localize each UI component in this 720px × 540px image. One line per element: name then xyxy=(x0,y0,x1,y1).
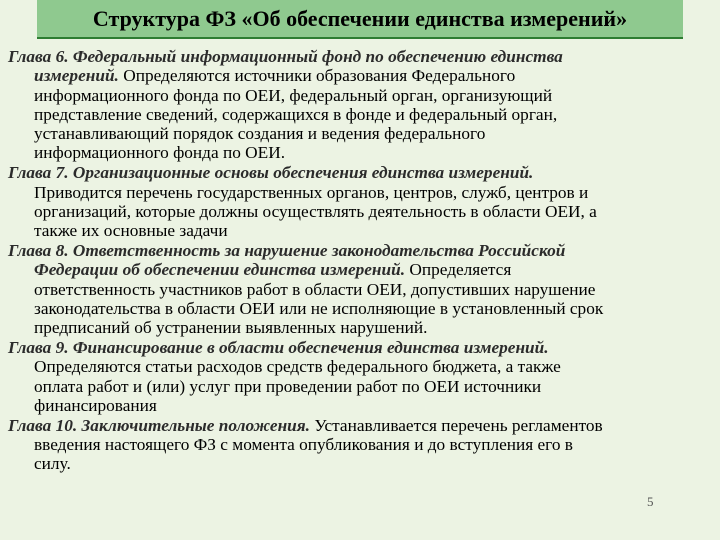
chapter-line: введения настоящего ФЗ с момента опубликования и до вступления его в xyxy=(34,434,573,454)
chapter-line: организаций, которые должны осуществлять деятельность в области ОЕИ, а xyxy=(34,201,597,221)
chapter-8 xyxy=(8,241,714,337)
chapter-line: представление сведений, содержащихся в фонде и федеральный орган, xyxy=(34,104,558,124)
chapter-line: силу. xyxy=(34,454,71,474)
chapter-6 xyxy=(8,47,714,163)
chapter-line: информационного фонда по ОЕИ, федеральный орган, организующий xyxy=(34,85,553,105)
chapter-line: Глава 8. Ответственность за нарушение законодательства Российской xyxy=(8,240,566,260)
chapter-line: Глава 9. Финансирование в области обеспечения единства измерений. xyxy=(8,337,549,357)
chapter-line: Федерации об обеспечении единства измерений. Определяется xyxy=(34,260,512,280)
chapter-line: измерений. Определяются источники образования Федерального xyxy=(34,66,516,86)
chapters-list xyxy=(8,47,714,474)
page-number: 5 xyxy=(647,494,654,509)
chapter-line: финансирования xyxy=(34,395,157,415)
slide-title-bar xyxy=(37,0,683,39)
chapter-line: также их основные задачи xyxy=(34,221,228,241)
chapter-line: законодательства в области ОЕИ или не исполняющие в установленный срок xyxy=(34,298,604,318)
chapter-line: Глава 7. Организационные основы обеспечения единства измерений. xyxy=(8,163,534,183)
slide-title: Структура ФЗ «Об обеспечении единства измерений» xyxy=(92,5,628,31)
chapter-line: устанавливающий порядок создания и ведения федерального xyxy=(34,124,486,144)
chapter-line: информационного фонда по ОЕИ. xyxy=(34,143,286,163)
chapter-line: Определяются статьи расходов средств федерального бюджета, а также xyxy=(34,357,561,377)
chapter-line: ответственность участников работ в области ОЕИ, допустивших нарушение xyxy=(34,279,596,299)
chapter-line: Глава 10. Заключительные положения. Устанавливается перечень регламентов xyxy=(8,415,603,435)
chapter-10 xyxy=(8,416,714,474)
chapter-9 xyxy=(8,338,714,415)
chapter-line: оплата работ и (или) услуг при проведении работ по ОЕИ источники xyxy=(34,376,542,396)
chapter-7 xyxy=(8,163,714,240)
chapter-line: Приводится перечень государственных органов, центров, служб, центров и xyxy=(34,182,589,202)
chapter-line: предписаний об устранении выявленных нарушений. xyxy=(34,318,428,338)
chapter-line: Глава 6. Федеральный информационный фонд по обеспечению единства xyxy=(8,47,563,66)
